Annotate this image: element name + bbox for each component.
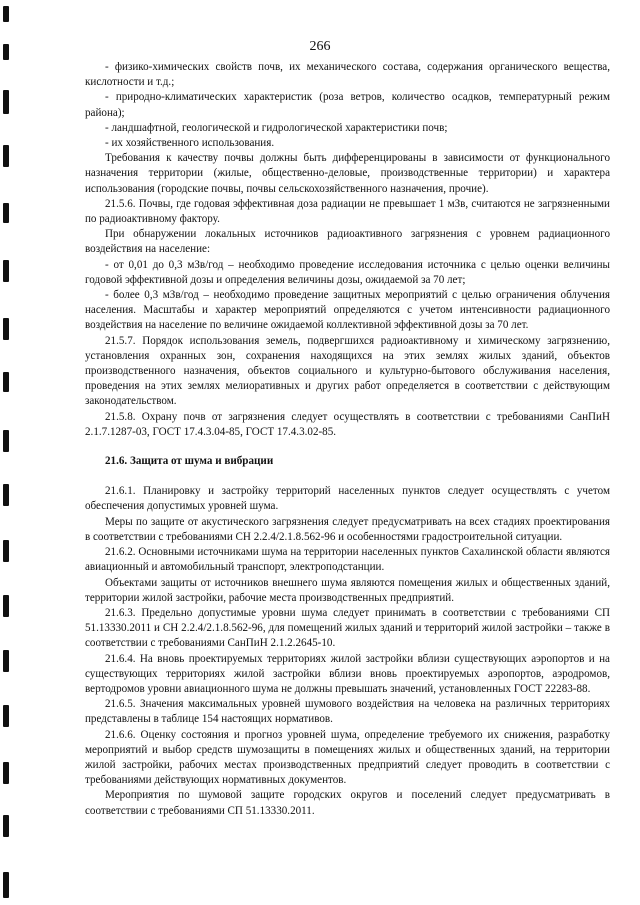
paragraph-21-6-5: 21.6.5. Значения максимальных уровней шумового воздействия на человека на различных территориях представлены в таблице 154 настоящих нормативов.	[85, 698, 610, 726]
paragraph-radiation-sources: При обнаружении локальных источников радиоактивного загрязнения с уровнем радиационного воздействия на население:	[85, 228, 610, 256]
paragraph-acoustic-measures: Меры по защите от акустического загрязнения следует предусматривать на всех стадиях проектирования в соответствии с требованиями СН 2.2.4/2.1.8.562-96 и особенностями градостроительной ситуации.	[85, 515, 610, 543]
paragraph-21-5-6: 21.5.6. Почвы, где годовая эффективная доза радиации не превышает 1 мЗв, считаются не загрязненными по радиоактивному фактору.	[85, 197, 610, 226]
section-heading-21-6: 21.6. Защита от шума и вибрации	[105, 455, 274, 468]
paragraph-noise-protection: Мероприятия по шумовой защите городских округов и поселений следует предусматривать в соответствии с требованиями СП 51.13330.2011.	[85, 789, 610, 817]
paragraph-21-5-8: 21.5.8. Охрану почв от загрязнения следует осуществлять в соответствии с требованиями СанПиН 2.1.7.1287-03, ГОСТ 17.4.3.04-85, ГОСТ 17.4.3.02-85.	[85, 410, 610, 438]
paragraph-21-6-1: 21.6.1. Планировку и застройку территорий населенных пунктов следует осуществлять с учетом обеспечения допустимых уровней шума.	[85, 485, 610, 513]
paragraph-bullet-climate: - природно-климатических характеристик (роза ветров, количество осадков, температурный режим района);	[85, 91, 610, 119]
paragraph-21-5-7: 21.5.7. Порядок использования земель, подвергшихся радиоактивному и химическому загрязнению, установления охранных зон, сохранения находящихся на этих землях жилых зданий, объектов производственного назначения, объектов социального и культурно-бытового обслуживания населения, проведения на этих землях мелиоративных и других работ определяется в соответствии с действующим законодательством.	[85, 334, 610, 408]
paragraph-soil-requirements: Требования к качеству почвы должны быть дифференцированы в зависимости от функционального назначения территории (жилые, общественно-деловые, производственные территории) и характера использования (городские почвы, почвы сельскохозяйственного назначения, прочие).	[85, 152, 610, 195]
page-number: 266	[309, 39, 331, 54]
paragraph-bullet-economic: - их хозяйственного использования.	[105, 137, 275, 150]
document-body	[85, 60, 610, 819]
binding-marks	[0, 0, 14, 905]
paragraph-bullet-dose-low: - от 0,01 до 0,3 мЗв/год – необходимо проведение исследования источника с целью оценки величины годовой эффективной дозы и определения величины дозы, ожидаемой за 70 лет;	[85, 258, 610, 286]
paragraph-21-6-6: 21.6.6. Оценку состояния и прогноз уровней шума, определение требуемого их снижения, разработку мероприятий и выбор средств шумозащиты в помещениях жилых и общественных зданий, на территории жилой застройки, рабочих местах производственных предприятий следует проводить в соответствии с требованиями действующих нормативных документов.	[85, 728, 610, 787]
paragraph-21-6-4: 21.6.4. На вновь проектируемых территориях жилой застройки вблизи существующих аэропортов и на существующих территориях жилой застройки вблизи вновь проектируемых аэропортов, аэродромов, вертодромов уровни авиационного шума не должны превышать значений, установленных ГОСТ 22283-88.	[85, 652, 610, 695]
paragraph-21-6-3: 21.6.3. Предельно допустимые уровни шума следует принимать в соответствии с требованиями СП 51.13330.2011 и СН 2.2.4/2.1.8.562-96, для помещений жилых зданий и территорий жилой застройки – также в соответствии с требованиями СанПиН 2.1.2.2645-10.	[85, 606, 610, 650]
paragraph-protection-objects: Объектами защиты от источников внешнего шума являются помещения жилых и общественных зданий, территории жилой застройки, рабочие места производственных предприятий.	[85, 576, 610, 604]
paragraph-21-6-2: 21.6.2. Основными источниками шума на территории населенных пунктов Сахалинской области являются авиационный и автомобильный транспорт, электроподстанции.	[85, 546, 610, 574]
paragraph-bullet-dose-high: - более 0,3 мЗв/год – необходимо проведение защитных мероприятий с целью ограничения облучения населения. Масштабы и характер мероприятий определяются с учетом интенсивности радиационного воздействия на население по величине ожидаемой коллективной эффективной дозы за 70 лет.	[85, 289, 610, 332]
paragraph-bullet-physchem: - физико-химических свойств почв, их механического состава, содержания органического вещества, кислотности и т.д.;	[85, 61, 610, 89]
paragraph-bullet-landscape: - ландшафтной, геологической и гидрологической характеристики почв;	[105, 121, 448, 134]
